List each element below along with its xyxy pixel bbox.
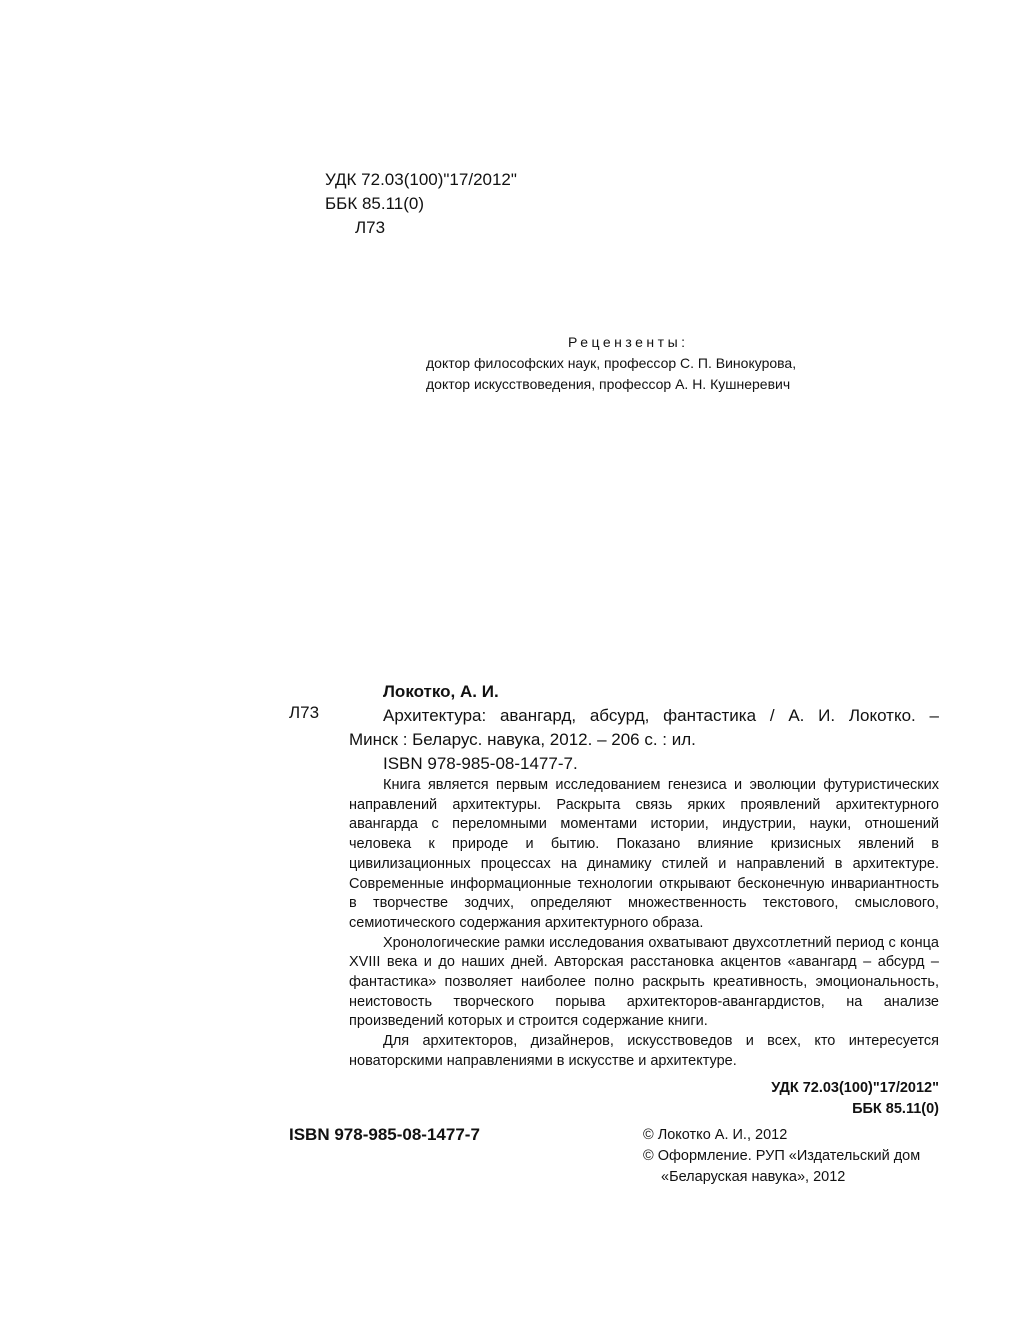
- classification-footer: [640, 1078, 939, 1120]
- reviewer-2: доктор искусствоведения, профессор А. Н. Кушнеревич: [426, 376, 791, 392]
- entry-author-mark: Л73: [289, 703, 320, 722]
- author-mark: Л73: [355, 218, 386, 237]
- copyright-publisher: «Беларуская навука», 2012: [661, 1169, 846, 1185]
- copyright-block: [643, 1125, 943, 1188]
- abstract-paragraph-3: Для архитекторов, дизайнеров, искусствоведов и всех, кто интересуется новаторскими направлениями в искусстве и архитектуре.: [349, 1033, 939, 1069]
- abstract-paragraph-1: Книга является первым исследованием генезиса и эволюции футуристических направлений архитектуры. Раскрыта связь ярких проявлений архитектурного авангарда с переломными моментами истории, индустрии, науки, отношений человека к природе и бытию. Показано влияние кризисных явлений в цивилизационных процессах на динамику стилей и направлений в архитектуре. Современные информационные технологии открывают бесконечную инвариантность в творчестве зодчих, определяют множественность текстового, смыслового, семиотического содержания архитектурного образа.: [349, 777, 939, 931]
- entry-author: Локотко, А. И.: [383, 682, 499, 701]
- copyright-author: © Локотко А. И., 2012: [643, 1127, 788, 1143]
- reviewer-1: доктор философских наук, профессор С. П. Винокурова,: [426, 355, 797, 371]
- reviewers-heading: Рецензенты:: [568, 334, 689, 350]
- entry-title: Архитектура: авангард, абсурд, фантастика / А. И. Локотко. –: [383, 706, 939, 725]
- bibliographic-entry: [349, 680, 939, 776]
- bbk-code-bottom: ББК 85.11(0): [852, 1101, 939, 1117]
- entry-isbn: ISBN 978-985-08-1477-7.: [383, 754, 578, 773]
- copyright-design: © Оформление. РУП «Издательский дом: [643, 1148, 921, 1164]
- udk-code-bottom: УДК 72.03(100)"17/2012": [771, 1080, 939, 1096]
- isbn: ISBN 978-985-08-1477-7: [289, 1125, 480, 1144]
- classification-header: [325, 168, 517, 240]
- abstract: [349, 776, 939, 1072]
- entry-imprint: Минск : Беларус. навука, 2012. – 206 с. : ил.: [349, 730, 696, 749]
- reviewers-block: [426, 332, 866, 395]
- abstract-paragraph-2: Хронологические рамки исследования охватывают двухсотлетний период с конца XVIII века и до наших дней. Авторская расстановка акцентов «авангард – абсурд – фантастика» позволяет наиболее полно раскрыть креативность, эмоциональность, неистовость творческого порыва архитекторов-авангардистов, на анализе произведений которых и строится содержание книги.: [349, 934, 939, 1030]
- bbk-code: ББК 85.11(0): [325, 194, 424, 213]
- udk-code: УДК 72.03(100)"17/2012": [325, 170, 517, 189]
